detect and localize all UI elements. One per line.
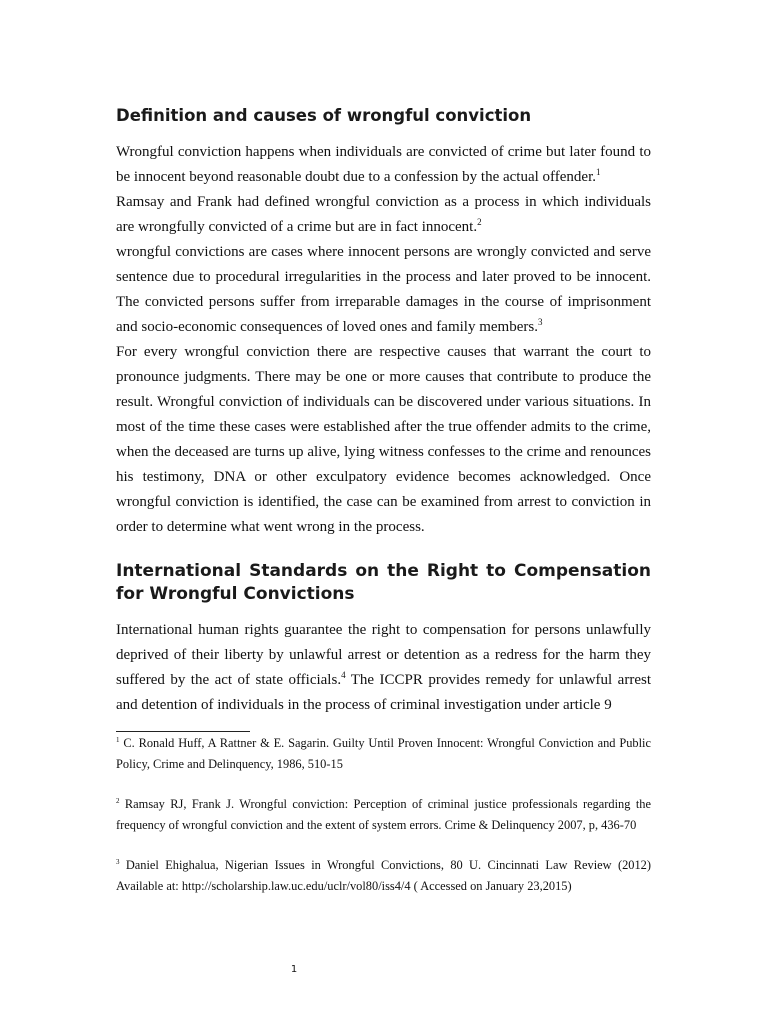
- footnote-ref-3[interactable]: 3: [537, 317, 543, 327]
- footnote-text: C. Ronald Huff, A Rattner & E. Sagarin. Guilty Until Proven Innocent: Wrongful Conviction and Public Policy, Crime and Delinquency, 1986, 510-15: [116, 736, 651, 771]
- paragraph-international-standards: [116, 618, 651, 718]
- page-number: 1: [290, 964, 298, 975]
- footnote-text: Ramsay RJ, Frank J. Wrongful conviction: Perception of criminal justice professionals regarding the frequency of wrongful conviction and the extent of system errors. Crime & Delinquency 2007, p, 436-70: [116, 797, 651, 832]
- page-body: [116, 104, 651, 718]
- footnote-3: [116, 855, 651, 897]
- footnote-number: 3: [116, 858, 120, 866]
- section-heading-international-standards: International Standards on the Right to Compensation for Wrongful Convictions: [116, 561, 651, 604]
- footnote-separator: [116, 731, 250, 732]
- paragraph-definition-3: [116, 240, 651, 340]
- footnote-number: 1: [116, 736, 120, 744]
- footnotes: [116, 733, 651, 916]
- footnote-ref-1[interactable]: 1: [596, 167, 601, 177]
- paragraph-text: Ramsay and Frank had defined wrongful conviction as a process in which individuals are wrongfully convicted of a crime but are in fact innocent.: [116, 194, 651, 235]
- footnote-2: [116, 794, 651, 836]
- section-heading-definition: Definition and causes of wrongful conviction: [116, 106, 532, 125]
- paragraph-text: For every wrongful conviction there are respective causes that warrant the court to pronounce judgments. There may be one or more causes that contribute to produce the result. Wrongful conviction of individuals can be discovered under various situations. In most of the time these cases were established after the true offender admits to the crime, when the deceased are turns up alive, lying witness confesses to the crime and renounces his testimony, DNA or other exculpatory evidence becomes acknowledged. Once wrongful conviction is identified, the case can be examined from arrest to conviction in order to determine what went wrong in the process.: [116, 344, 651, 535]
- footnote-1: [116, 733, 651, 775]
- footnote-number: 2: [116, 797, 120, 805]
- paragraph-text: International human rights guarantee the right to compensation for persons unlawfully deprived of their liberty by unlawful arrest or detention as a redress for the harm they suffered by the act of state officials.: [116, 622, 651, 688]
- paragraph-definition-1: [116, 140, 651, 190]
- paragraph-definition-2: [116, 190, 651, 240]
- paragraph-text: The ICCPR provides remedy for unlawful arrest and detention of individuals in the process of criminal investigation under article 9: [116, 672, 651, 713]
- footnote-ref-4[interactable]: 4: [341, 670, 346, 680]
- paragraph-causes: [116, 340, 651, 540]
- footnote-ref-2[interactable]: 2: [477, 217, 482, 227]
- paragraph-text: Wrongful conviction happens when individuals are convicted of crime but later found to be innocent beyond reasonable doubt due to a confession by the actual offender.: [116, 144, 651, 185]
- paragraph-text: wrongful convictions are cases where innocent persons are wrongly convicted and serve sentence due to procedural irregularities in the process and later proved to be innocent. The convicted persons suffer from irreparable damages in the course of imprisonment and socio-economic consequences of loved ones and family members.: [116, 244, 651, 335]
- footnote-text: Daniel Ehighalua, Nigerian Issues in Wrongful Convictions, 80 U. Cincinnati Law Review (2012) Available at: http://scholarship.law.uc.edu/uclr/vol80/iss4/4 ( Accessed on January 23,2015): [116, 858, 651, 893]
